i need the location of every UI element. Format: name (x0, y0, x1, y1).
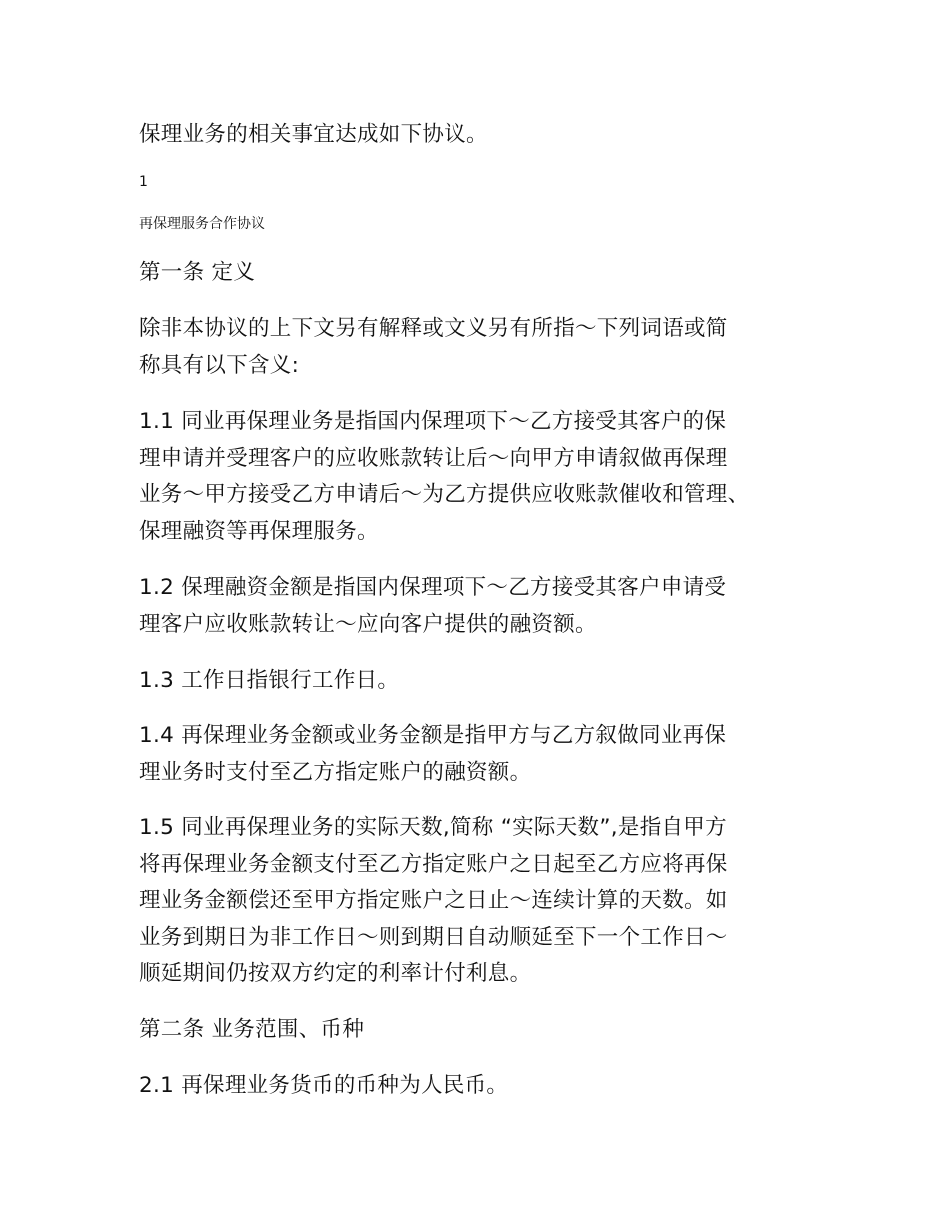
intro-paragraph (139, 117, 819, 154)
paragraph-line: 理业务金额偿还至甲方指定账户之日止～连续计算的天数。如 (139, 888, 728, 913)
definitions-intro-paragraph (139, 311, 819, 384)
paragraph-line: 除非本协议的上下文另有解释或文义另有所指～下列词语或简 (139, 316, 728, 341)
article-heading-text: 第一条 定义 (139, 260, 256, 285)
paragraph-line: 1.2 保理融资金额是指国内保理项下～乙方接受其客户申请受 (139, 575, 727, 600)
paragraph-line: 称具有以下含义: (139, 352, 300, 378)
paragraph-line: 理客户应收账款转让～应向客户提供的融资额。 (139, 611, 597, 637)
clause-1-5 (139, 810, 819, 993)
paragraph-line: 1.1 同业再保理业务是指国内保理项下～乙方接受其客户的保 (139, 409, 727, 434)
clause-2-1 (139, 1068, 819, 1105)
paragraph-line: 顺延期间仍按双方约定的利率计付利息。 (139, 961, 532, 986)
paragraph-line: 业务到期日为非工作日～则到期日自动顺延至下一个工作日～ (139, 924, 728, 950)
paragraph-line: 2.1 再保理业务货币的币种为人民币。 (139, 1073, 509, 1098)
clause-1-1 (139, 404, 819, 550)
page-number: 1 (139, 174, 148, 190)
running-header: 再保理服务合作协议 (139, 216, 265, 232)
article-1-heading (139, 255, 819, 292)
paragraph-line: 1.5 同业再保理业务的实际天数,简称 “实际天数”,是指自甲方 (139, 815, 727, 840)
clause-1-3 (139, 663, 819, 700)
paragraph-line: 将再保理业务金额支付至乙方指定账户之日起至乙方应将再保 (139, 851, 728, 877)
article-heading-text: 第二条 业务范围、币种 (139, 1017, 365, 1042)
paragraph-line: 理申请并受理客户的应收账款转让后～向甲方申请叙做再保理 (139, 445, 728, 471)
paragraph-line: 业务～甲方接受乙方申请后～为乙方提供应收账款催收和管理、 (139, 482, 750, 507)
paragraph-line: 1.4 再保理业务金额或业务金额是指甲方与乙方叙做同业再保 (139, 723, 727, 748)
clause-1-4 (139, 718, 819, 791)
article-2-heading (139, 1012, 819, 1049)
intro-line: 保理业务的相关事宜达成如下协议。 (139, 122, 488, 147)
paragraph-line: 保理融资等再保理服务。 (139, 518, 379, 544)
paragraph-line: 1.3 工作日指银行工作日。 (139, 668, 400, 693)
paragraph-line: 理业务时支付至乙方指定账户的融资额。 (139, 759, 532, 785)
clause-1-2 (139, 570, 819, 643)
